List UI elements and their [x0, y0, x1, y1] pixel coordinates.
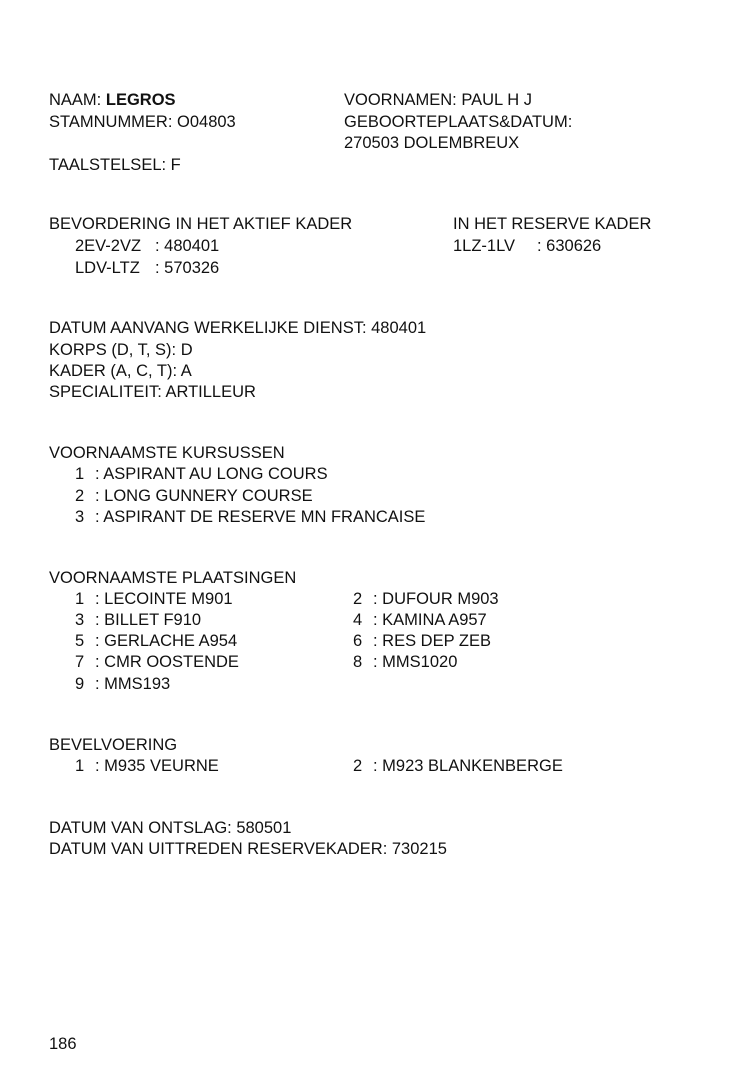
bevelvoering-item: 2 : M923 BLANKENBERGE — [353, 757, 563, 775]
page-number: 186 — [49, 1035, 77, 1053]
bevordering-date: : 480401 — [155, 237, 220, 255]
bevelvoering-heading: BEVELVOERING — [49, 736, 178, 754]
naam-label: NAAM: — [49, 91, 102, 109]
reserve-row — [453, 236, 601, 257]
taalstelsel: TAALSTELSEL: F — [49, 156, 181, 174]
bevordering-date: : 570326 — [155, 259, 220, 277]
stamnummer: STAMNUMMER: O04803 — [49, 113, 236, 131]
kursus-item: 3 : ASPIRANT DE RESERVE MN FRANCAISE — [75, 508, 426, 526]
specialiteit: SPECIALITEIT: ARTILLEUR — [49, 383, 256, 401]
plaatsing-item: 4 : KAMINA A957 — [353, 611, 487, 629]
plaatsing-item: 8 : MMS1020 — [353, 653, 458, 671]
geboorte-value: 270503 DOLEMBREUX — [344, 134, 520, 152]
naam-value: LEGROS — [105, 91, 176, 109]
plaatsing-item: 2 : DUFOUR M903 — [353, 590, 499, 608]
plaatsingen-heading: VOORNAAMSTE PLAATSINGEN — [49, 569, 297, 587]
bevordering-grade: 2EV-2VZ — [75, 237, 142, 255]
reserve-heading: IN HET RESERVE KADER — [453, 215, 652, 233]
plaatsing-item: 6 : RES DEP ZEB — [353, 632, 491, 650]
reserve-grade: 1LZ-1LV — [453, 237, 516, 255]
kursus-item: 2 : LONG GUNNERY COURSE — [75, 487, 313, 505]
bevelvoering-item: 1 : M935 VEURNE — [75, 757, 219, 775]
naam-line — [49, 90, 176, 111]
datum-ontslag: DATUM VAN ONTSLAG: 580501 — [49, 819, 292, 837]
plaatsing-item: 9 : MMS193 — [75, 675, 171, 693]
kursussen-heading: VOORNAAMSTE KURSUSSEN — [49, 444, 285, 462]
geboorte-label: GEBOORTEPLAATS&DATUM: — [344, 113, 573, 131]
plaatsing-item: 3 : BILLET F910 — [75, 611, 202, 629]
dienst-aanvang: DATUM AANVANG WERKELIJKE DIENST: 480401 — [49, 319, 427, 337]
bevordering-grade: LDV-LTZ — [75, 259, 140, 277]
korps: KORPS (D, T, S): D — [49, 341, 193, 359]
bevordering-row — [75, 258, 219, 279]
plaatsing-item: 7 : CMR OOSTENDE — [75, 653, 239, 671]
voornamen: VOORNAMEN: PAUL H J — [344, 91, 532, 109]
datum-uittreden: DATUM VAN UITTREDEN RESERVEKADER: 730215 — [49, 840, 447, 858]
kursus-item: 1 : ASPIRANT AU LONG COURS — [75, 465, 328, 483]
kader: KADER (A, C, T): A — [49, 362, 192, 380]
bevordering-row — [75, 236, 219, 257]
plaatsing-item: 5 : GERLACHE A954 — [75, 632, 238, 650]
reserve-date: : 630626 — [537, 237, 602, 255]
plaatsing-item: 1 : LECOINTE M901 — [75, 590, 233, 608]
bevordering-heading: BEVORDERING IN HET AKTIEF KADER — [49, 215, 353, 233]
